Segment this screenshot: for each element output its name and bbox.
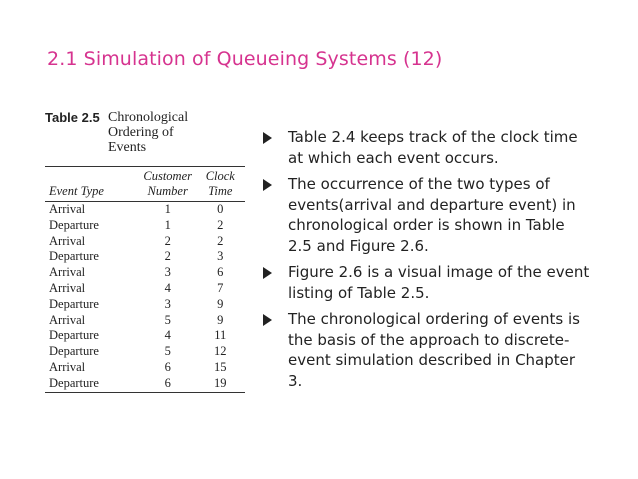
table-cell: Arrival bbox=[49, 202, 86, 216]
table-cell: Departure bbox=[49, 296, 99, 311]
table-header-row bbox=[45, 184, 245, 202]
triangle-right-icon bbox=[263, 132, 272, 144]
table-cell: 3 bbox=[217, 249, 224, 264]
table-caption bbox=[45, 110, 245, 155]
table-cell: 2 bbox=[217, 233, 224, 248]
table-row bbox=[45, 360, 245, 376]
table-cell: Departure bbox=[49, 344, 99, 359]
table-row bbox=[45, 313, 245, 329]
table-header: Number bbox=[140, 184, 196, 202]
table-cell: 3 bbox=[164, 265, 171, 280]
bullet-item bbox=[263, 127, 593, 168]
table-cell: 4 bbox=[164, 280, 171, 295]
table-cell: 1 bbox=[164, 217, 171, 232]
table-cell: 9 bbox=[217, 296, 224, 311]
triangle-right-icon bbox=[263, 267, 272, 279]
table-cell: 4 bbox=[164, 328, 171, 343]
table-cell: 7 bbox=[217, 280, 224, 295]
table-caption-line: Events bbox=[108, 140, 147, 155]
table-cell: 6 bbox=[140, 376, 196, 392]
table-cell: 19 bbox=[196, 376, 245, 392]
table-header: Time bbox=[196, 184, 245, 202]
table-cell: Arrival bbox=[49, 312, 86, 327]
table-cell: 2 bbox=[164, 233, 171, 248]
bullet-text: Table 2.4 keeps track of the clock time at which each event occurs. bbox=[288, 128, 578, 167]
table-row bbox=[45, 218, 245, 234]
bullet-list bbox=[263, 127, 593, 397]
table-caption-line: Ordering of bbox=[108, 125, 174, 140]
bullet-item bbox=[263, 309, 593, 391]
table-header-row bbox=[45, 167, 245, 185]
table-cell: Arrival bbox=[49, 359, 86, 374]
table-row bbox=[45, 202, 245, 218]
table-cell: 6 bbox=[217, 265, 224, 280]
table-cell: 2 bbox=[164, 249, 171, 264]
table-cell: 15 bbox=[214, 359, 227, 374]
table-cell: 1 bbox=[164, 202, 171, 216]
table-cell: 2 bbox=[217, 217, 224, 232]
table-cell: 5 bbox=[164, 312, 171, 327]
event-table bbox=[45, 166, 245, 393]
table-row bbox=[45, 297, 245, 313]
bullet-text: The chronological ordering of events is the basis of the approach to discrete-event simulation described in Chapter 3. bbox=[288, 310, 581, 390]
table-header: Clock bbox=[196, 167, 245, 185]
table-cell: 11 bbox=[214, 328, 227, 343]
table-cell: 12 bbox=[214, 344, 227, 359]
table-cell: Departure bbox=[49, 328, 99, 343]
table-header: Customer bbox=[140, 167, 196, 185]
table-cell: Arrival bbox=[49, 280, 86, 295]
bullet-text: Figure 2.6 is a visual image of the event listing of Table 2.5. bbox=[288, 263, 590, 302]
table-row bbox=[45, 234, 245, 250]
table-row bbox=[45, 281, 245, 297]
bullet-item bbox=[263, 262, 593, 303]
table-header: Event Type bbox=[45, 184, 140, 202]
triangle-right-icon bbox=[263, 314, 272, 326]
bullet-item bbox=[263, 174, 593, 256]
table-row bbox=[45, 376, 245, 392]
table-row bbox=[45, 249, 245, 265]
table-row bbox=[45, 265, 245, 281]
table-header bbox=[45, 167, 140, 185]
table-cell: 0 bbox=[217, 202, 224, 216]
slide-title: 2.1 Simulation of Queueing Systems (12) bbox=[47, 48, 443, 70]
table-cell: Arrival bbox=[49, 233, 86, 248]
table-cell: 5 bbox=[164, 344, 171, 359]
table-caption-line: Chronological bbox=[108, 110, 189, 125]
table-row bbox=[45, 328, 245, 344]
table-cell: Departure bbox=[49, 249, 99, 264]
table-row bbox=[45, 344, 245, 360]
table-number: Table 2.5 bbox=[45, 110, 100, 125]
table-cell: Arrival bbox=[49, 265, 86, 280]
table-cell: Departure bbox=[49, 217, 99, 232]
table-cell: Departure bbox=[45, 376, 140, 392]
table-cell: 9 bbox=[217, 312, 224, 327]
triangle-right-icon bbox=[263, 179, 272, 191]
table-cell: 6 bbox=[164, 359, 171, 374]
table-cell: 3 bbox=[164, 296, 171, 311]
bullet-text: The occurrence of the two types of events(arrival and departure event) in chronological order is shown in Table 2.5 and Figure 2.6. bbox=[288, 175, 576, 255]
